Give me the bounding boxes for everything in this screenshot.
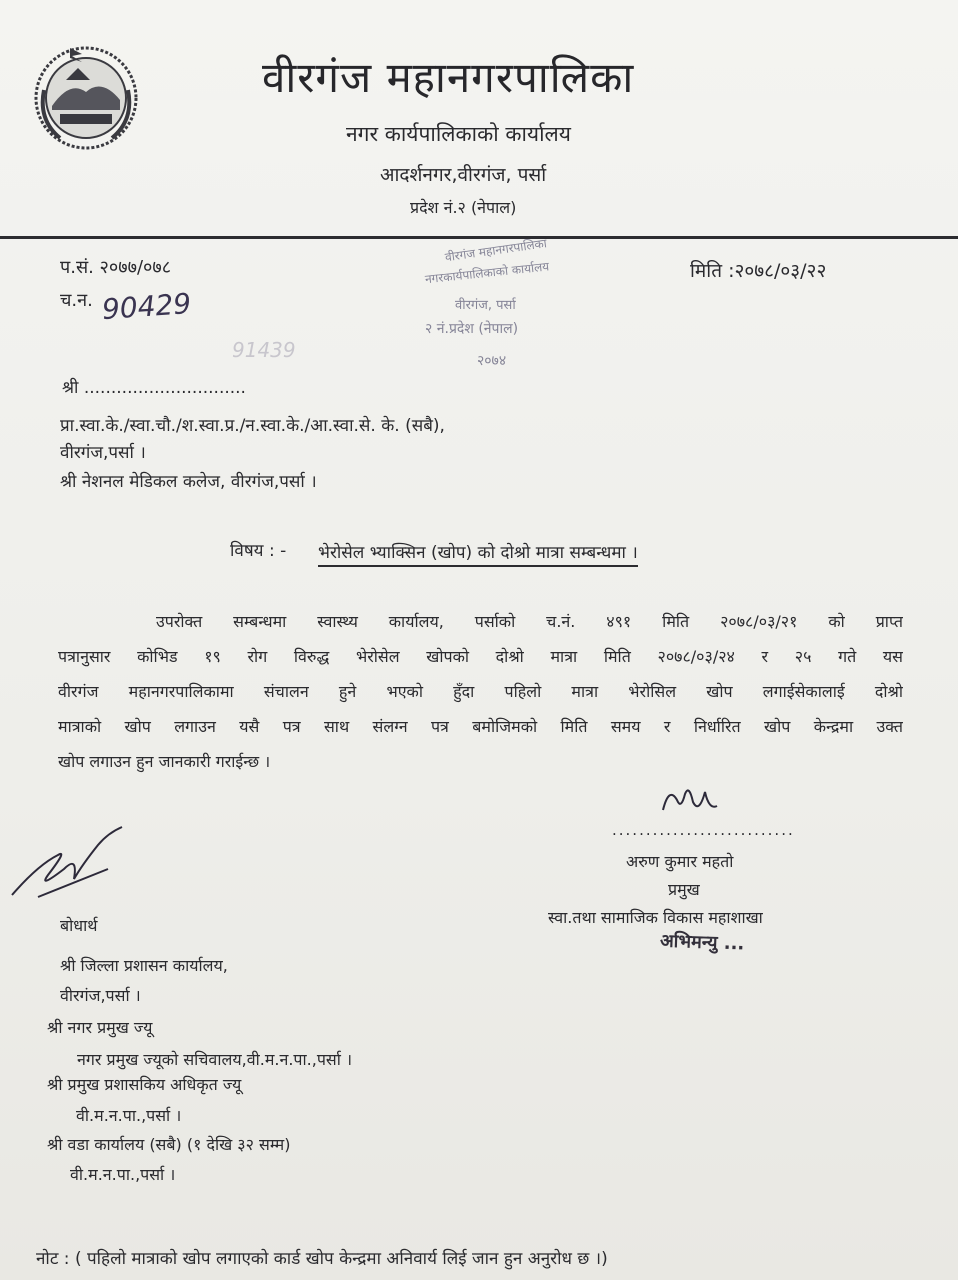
- stamp-line-1: वीरगंज महानगरपालिका: [444, 236, 548, 265]
- footer-note: नोट : ( पहिलो मात्राको खोप लगाएको कार्ड खोप केन्द्रमा अनिवार्य लिई जान हुन अनुरोध छ ।): [36, 1249, 608, 1269]
- cc-line: वीरगंज,पर्सा ।: [60, 986, 141, 1005]
- recipient-line-3: श्री नेशनल मेडिकल कलेज, वीरगंज,पर्सा ।: [60, 472, 317, 492]
- cc-heading: बोधार्थ: [60, 916, 98, 935]
- recipient-salutation: श्री ..............................: [62, 378, 246, 398]
- recipient-line-1: प्रा.स्वा.के./स्वा.चौ./श.स्वा.प्र./न.स्वा.के./आ.स्वा.से. के. (सबै),: [60, 416, 445, 436]
- signatory-name: अरुण कुमार महतो: [626, 852, 734, 871]
- letter-body: [58, 604, 903, 779]
- cc-line: वी.म.न.पा.,पर्सा ।: [70, 1165, 176, 1184]
- cc-line: नगर प्रमुख ज्यूको सचिवालय,वी.म.न.पा.,पर्सा ।: [77, 1050, 353, 1069]
- recipient-line-2: वीरगंज,पर्सा ।: [60, 443, 146, 463]
- signatory-signature: [655, 780, 725, 820]
- cc-line: श्री प्रमुख प्रशासकिय अधिकृत ज्यू: [47, 1075, 242, 1094]
- nepal-emblem-logo: [30, 40, 142, 152]
- body-line: मात्राको खोप लगाउन यसै पत्र साथ संलग्न पत्र बमोजिमको मिति समय र निर्धारित खोप केन्द्रमा उक्त: [58, 717, 903, 736]
- province-label: प्रदेश नं.२ (नेपाल): [410, 198, 517, 217]
- body-line: उपरोक्त सम्बन्धमा स्वास्थ्य कार्यालय, पर्साको च.नं. ४९१ मिति २०७८/०३/२१ को प्राप्त: [156, 612, 903, 631]
- handwritten-name: अभिमन्यु ...: [659, 930, 745, 955]
- office-address: आदर्शनगर,वीरगंज, पर्सा: [380, 164, 547, 186]
- stamp-line-2: नगरकार्यपालिकाको कार्यालय: [424, 259, 550, 287]
- signatory-position: प्रमुख: [668, 880, 700, 899]
- office-stamp: [405, 225, 605, 375]
- dispatch-number-handwritten: 90429: [100, 286, 193, 327]
- municipality-title: वीरगंज महानगरपालिका: [262, 53, 635, 102]
- subject-text: भेरोसेल भ्याक्सिन (खोप) को दोश्रो मात्रा सम्बन्धमा ।: [318, 540, 638, 567]
- stamp-year: २०७४: [477, 353, 507, 369]
- office-name: नगर कार्यपालिकाको कार्यालय: [346, 122, 571, 146]
- cc-line: श्री जिल्ला प्रशासन कार्यालय,: [60, 956, 228, 975]
- cc-line: श्री नगर प्रमुख ज्यू: [47, 1018, 153, 1037]
- body-line: खोप लगाउन हुन जानकारी गराईन्छ ।: [58, 752, 271, 771]
- cc-line: श्री वडा कार्यालय (सबै) (१ देखि ३२ सम्म): [47, 1135, 291, 1154]
- body-line: वीरगंज महानगरपालिकामा संचालन हुने भएको हुँदा पहिलो मात्रा भेरोसिल खोप लगाईसेकालाई दोश्रो: [58, 682, 903, 701]
- letter-reference-number: प.सं. २०७७/०७८: [60, 257, 172, 278]
- subject-label: विषय : -: [230, 541, 287, 561]
- left-signature: [8, 825, 128, 905]
- cc-line: वी.म.न.पा.,पर्सा ।: [76, 1106, 182, 1125]
- dispatch-number-label: च.न.: [60, 290, 93, 311]
- dispatch-number-faint: 91439: [232, 338, 296, 362]
- body-line: पत्रानुसार कोभिड १९ रोग विरुद्ध भेरोसेल खोपको दोश्रो मात्रा मिति २०७८/०३/२४ र २५ गते यस: [58, 647, 903, 666]
- stamp-line-4: २ नं.प्रदेश (नेपाल): [425, 321, 519, 337]
- letter-date: मिति :२०७८/०३/२२: [690, 260, 827, 282]
- stamp-line-3: वीरगंज, पर्सा: [455, 298, 516, 313]
- signatory-department: स्वा.तथा सामाजिक विकास महाशाखा: [548, 908, 763, 927]
- signature-line: ...........................: [612, 821, 795, 839]
